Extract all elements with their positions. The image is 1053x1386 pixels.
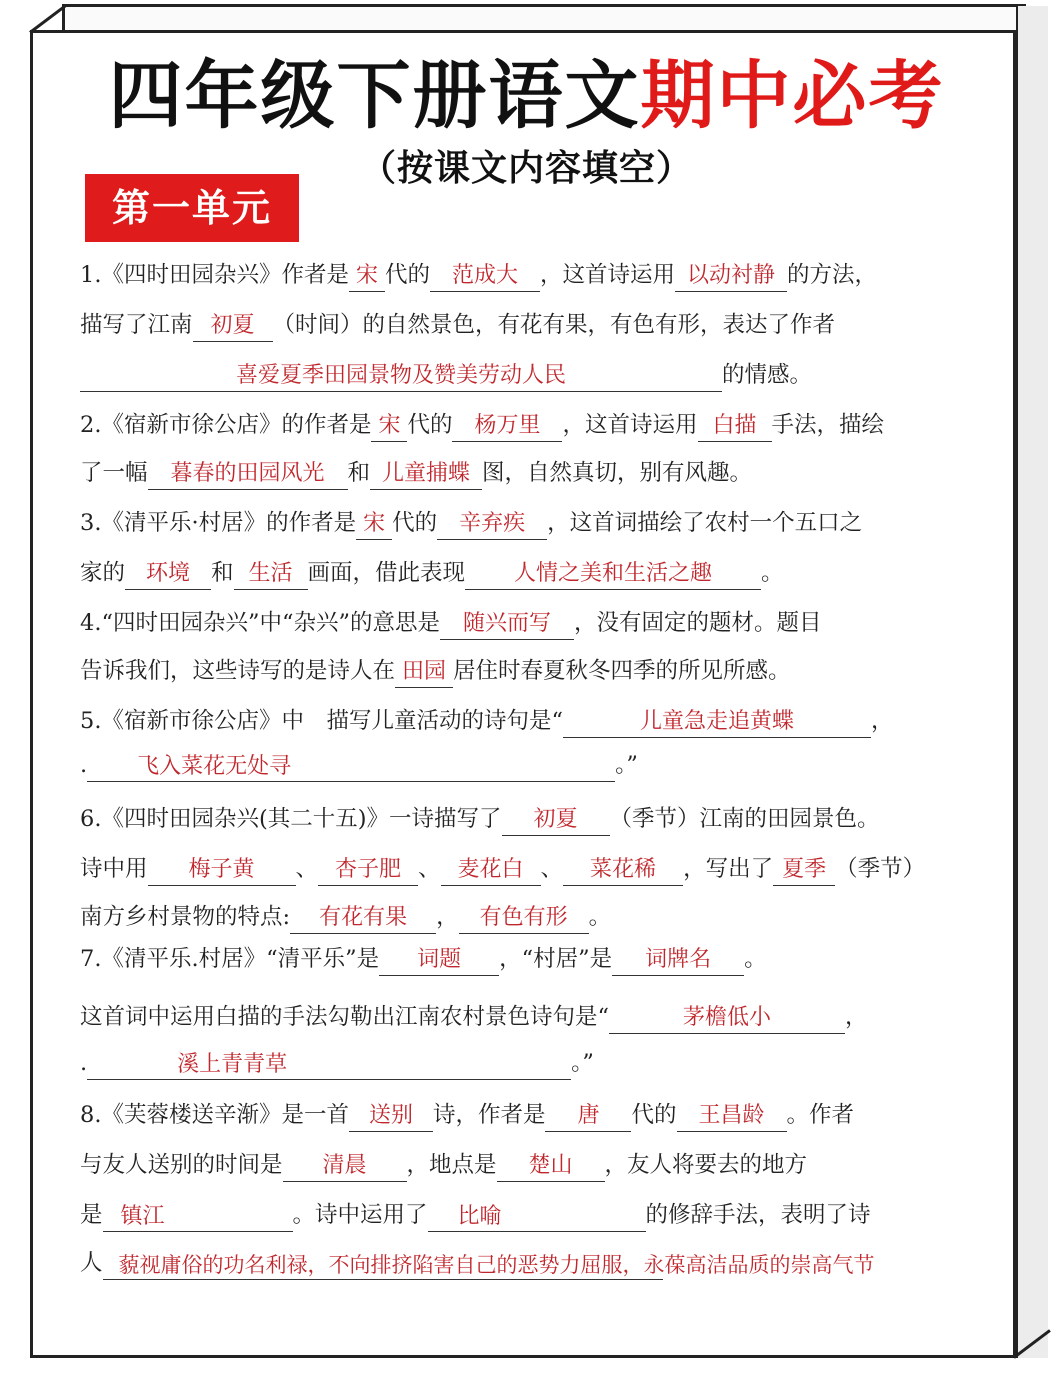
q2-text: 手法，描绘 [771,412,885,438]
q6-text: （季节）江南的田园景色。 [609,806,880,832]
q4-line-2 [80,654,791,688]
q8-answer-6: 镇江 [103,1202,293,1232]
q1-text: 的方法， [787,262,878,288]
q6-answer-4: 麦花白 [441,855,541,886]
q2-text: 了一幅 [80,460,148,486]
q7-line-1 [80,942,767,976]
q8-text: 人 [80,1250,103,1276]
q7-text: 7.《清平乐.村居》“清平乐”是 [80,946,380,972]
q8-answer-2: 唐 [545,1101,631,1132]
q1-text: （时间）的自然景色，有花有果，有色有形，表达了作者 [272,312,836,338]
q5-text: . [80,752,88,778]
q4-text: 4.“四时田园杂兴”中“杂兴”的意思是 [80,610,440,636]
q3-line-1 [80,506,862,540]
q3-answer-4: 生活 [234,559,308,590]
unit-badge: 第一单元 [85,174,299,242]
q8-text: 诗，作者是 [432,1102,546,1128]
q5-text: ， [870,708,894,734]
q8-text: 是 [80,1202,103,1228]
q2-answer-2: 杨万里 [452,411,562,442]
q2-answer-1: 宋 [371,411,407,442]
q5-line-2 [80,748,638,782]
q2-text: ，这首诗运用 [562,412,698,438]
q6-text: ，写出了 [683,856,774,882]
q2-text: 图，自然真切，别有风趣。 [482,460,753,486]
q7-answer-1: 词题 [379,945,499,976]
q8-line-1 [80,1098,854,1132]
q3-text: 画面，借此表现 [307,560,466,586]
q3-answer-1: 宋 [356,509,392,540]
q2-text: 和 [347,460,371,486]
q7-answer-2: 词牌名 [612,945,744,976]
title-red: 期中必考 [640,53,945,139]
q3-answer-5: 人情之美和生活之趣 [465,559,761,590]
q6-answer-6: 夏季 [773,855,835,886]
q1-text: 代的 [384,262,430,288]
q4-line-1 [80,606,822,640]
q6-answer-5: 菜花稀 [563,855,683,886]
q4-answer-1: 随兴而写 [440,609,574,640]
q8-answer-4: 清晨 [283,1151,407,1182]
q5-answer-1: 儿童急走追黄蝶 [563,707,871,738]
q7-text: 。 [744,946,767,972]
q2-answer-3: 白描 [698,411,772,442]
q6-text: 南方乡村景物的特点: [80,904,291,930]
q8-line-3 [80,1198,871,1232]
q6-answer-1: 初夏 [502,805,610,836]
q6-text: 、 [418,856,441,882]
q8-answer-5: 楚山 [497,1151,605,1182]
q8-answer-1: 送别 [349,1101,433,1132]
q8-answer-7: 比喻 [428,1202,646,1232]
q3-answer-2: 辛弃疾 [437,509,547,540]
q7-text: ，“村居”是 [499,946,613,972]
q6-line-3 [80,900,611,934]
q2-text: 2.《宿新市徐公店》的作者是 [80,412,372,438]
q8-answer-8: 藐视庸俗的功名利禄，不向排挤陷害自己的恶势力屈服，永葆高洁品质的崇高气节 [103,1250,663,1280]
q6-answer-8: 有色有形 [459,903,589,934]
q1-text: ，这首诗运用 [539,262,675,288]
q6-answer-3: 杏子肥 [318,855,418,886]
q6-text: （季节） [835,856,926,882]
q2-answer-4: 暮春的田园风光 [148,459,348,490]
q8-text: 。诗中运用了 [292,1202,428,1228]
q8-answer-3: 王昌龄 [677,1101,787,1132]
q7-line-2 [80,1000,868,1034]
q3-answer-3: 环境 [125,559,211,590]
q7-text: ， [845,1004,868,1030]
q7-text: 。” [571,1050,594,1076]
q8-text: ，地点是 [406,1152,497,1178]
q1-answer-1: 宋 [349,261,385,292]
q7-line-3 [80,1046,594,1080]
q1-answer-5: 喜爱夏季田园景物及赞美劳动人民 [80,361,722,392]
q6-text: 。 [588,904,612,930]
q8-text: 。作者 [786,1102,855,1128]
q2-text: 代的 [407,412,453,438]
q1-answer-4: 初夏 [193,311,273,342]
q1-text: 的情感。 [722,362,813,388]
q8-text: 8.《芙蓉楼送辛渐》是一首 [80,1102,349,1128]
q3-text: 和 [211,560,234,586]
page-subtitle: （按课文内容填空） [359,148,693,189]
q3-text: 代的 [392,510,438,536]
q2-line-1 [80,408,884,442]
q1-line-3 [80,358,812,392]
q5-text: 。” [615,752,638,778]
q8-text: 与友人送别的时间是 [80,1152,283,1178]
q6-line-2 [80,852,925,886]
q6-line-1 [80,802,880,836]
q7-answer-3: 茅檐低小 [609,1003,845,1034]
page-side-frame [1016,6,1048,1358]
page-title [0,53,1053,139]
q2-line-2 [80,456,752,490]
q1-answer-2: 范成大 [430,261,540,292]
q2-answer-5: 儿童捕蝶 [370,459,482,490]
q7-answer-4: 溪上青青草 [87,1050,571,1080]
q8-line-4 [80,1246,875,1280]
q6-text: ， [436,904,459,930]
q8-text: 代的 [631,1102,677,1128]
q8-text: 的修辞手法，表明了诗 [645,1202,871,1228]
q6-answer-7: 有花有果 [290,903,436,934]
q6-text: 、 [540,856,564,882]
q6-text: 诗中用 [80,856,148,882]
q4-text: 居住时春夏秋冬四季的所见所感。 [453,658,791,684]
q1-line-2 [80,308,835,342]
q6-text: 6.《四时田园杂兴(其二十五)》一诗描写了 [80,806,502,832]
q7-text: 这首词中运用白描的手法勾勒出江南农村景色诗句是“ [80,1004,610,1030]
q4-text: ，没有固定的题材。题目 [573,610,822,636]
q5-line-1 [80,704,894,738]
q6-answer-2: 梅子黄 [148,855,296,886]
q1-answer-3: 以动衬静 [675,261,787,292]
q3-text: ，这首词描绘了农村一个五口之 [547,510,863,536]
q1-text: 描写了江南 [80,312,193,338]
q3-text: 。 [761,560,784,586]
q3-line-2 [80,556,784,590]
title-black: 四年级下册语文 [108,53,641,139]
q7-text: . [80,1050,88,1076]
q5-text: 5.《宿新市徐公店》中 描写儿童活动的诗句是“ [80,708,563,734]
q4-text: 告诉我们，这些诗写的是诗人在 [80,658,396,684]
q3-text: 3.《清平乐·村居》的作者是 [80,510,357,536]
q5-answer-2: 飞入菜花无处寻 [87,752,615,782]
q8-text: ，友人将要去的地方 [604,1152,808,1178]
q1-line-1 [80,258,877,292]
q3-text: 家的 [80,560,126,586]
q4-answer-2: 田园 [395,657,453,688]
q6-text: 、 [295,856,319,882]
q8-line-2 [80,1148,807,1182]
q1-text: 1.《四时田园杂兴》作者是 [80,262,349,288]
